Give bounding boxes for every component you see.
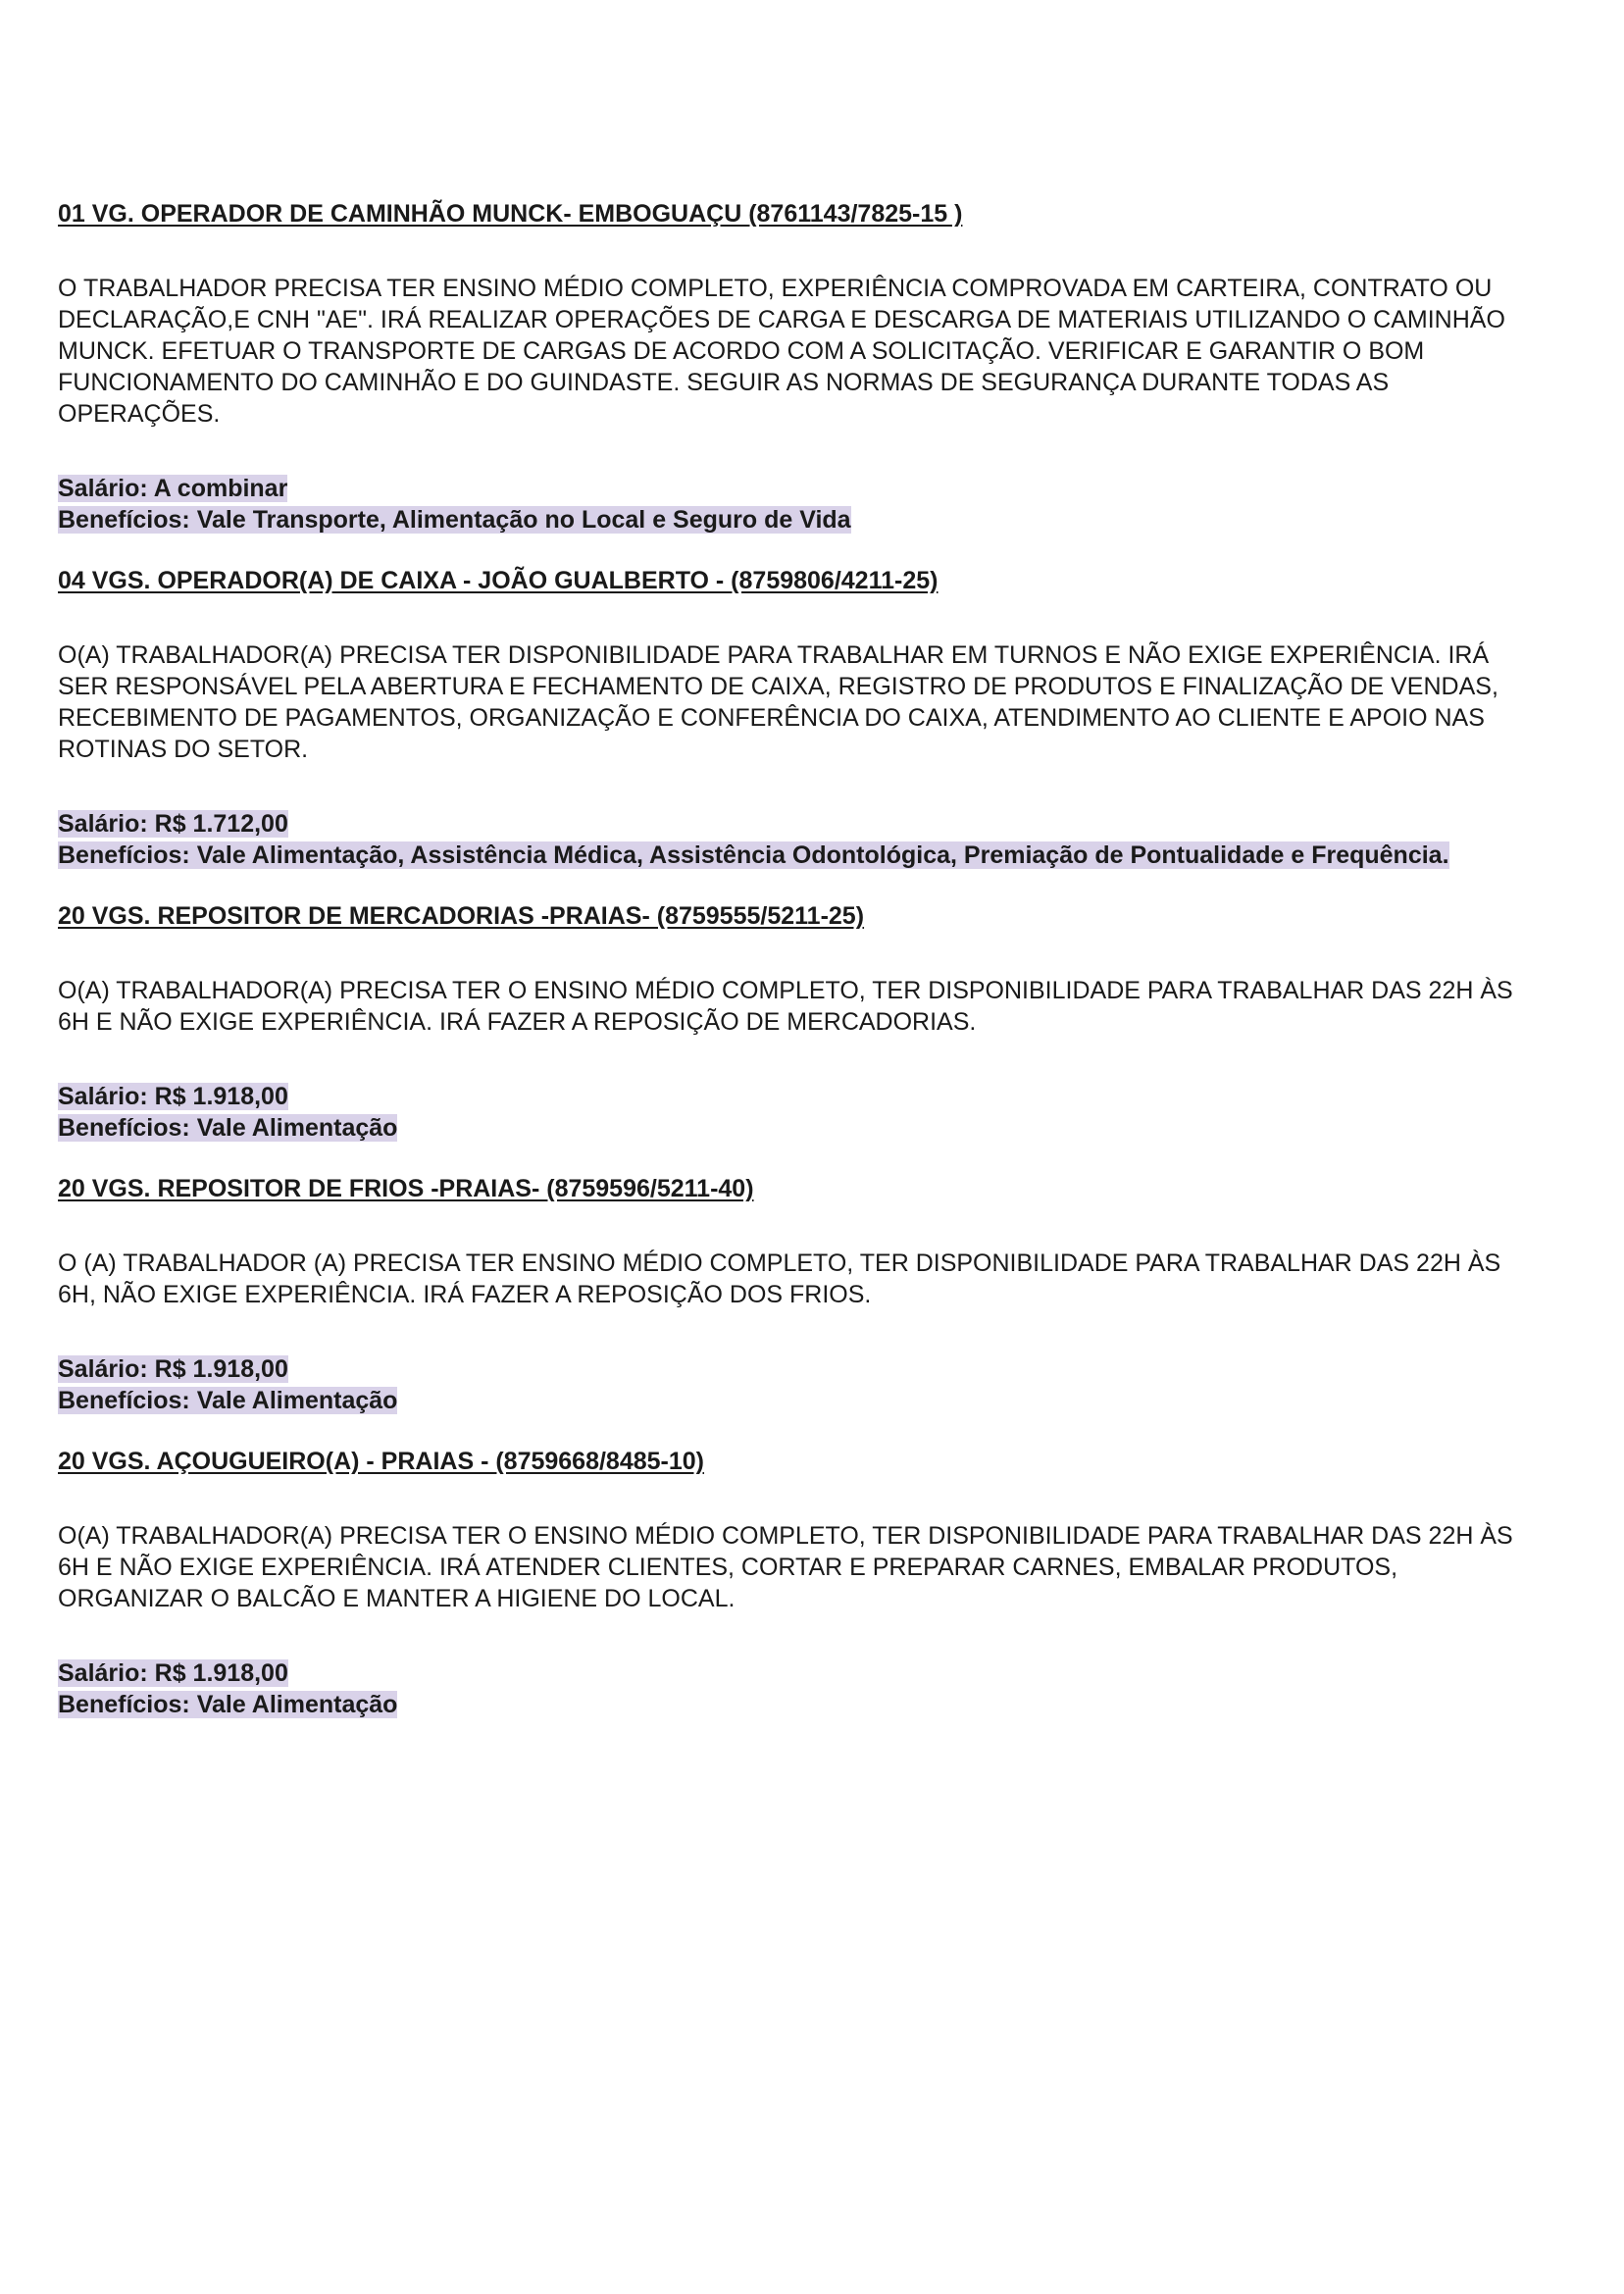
job-description: O TRABALHADOR PRECISA TER ENSINO MÉDIO COMPLETO, EXPERIÊNCIA COMPROVADA EM CARTEIRA, CONTRATO OU DECLARAÇÃO,E CNH "AE". IRÁ REALIZAR OPERAÇÕES DE CARGA E DESCARGA DE MATERIAIS UTILIZANDO O CAMINHÃO MUNCK. EFETUAR O TRANSPORTE DE CARGAS DE ACORDO COM A SOLICITAÇÃO. VERIFICAR E GARANTIR O BOM FUNCIONAMENTO DO CAMINHÃO E DO GUINDASTE. SEGUIR AS NORMAS DE SEGURANÇA DURANTE TODAS AS OPERAÇÕES. <box>58 275 1505 428</box>
job-description: O (A) TRABALHADOR (A) PRECISA TER ENSINO MÉDIO COMPLETO, TER DISPONIBILIDADE PARA TRABALHAR DAS 22H ÀS 6H, NÃO EXIGE EXPERIÊNCIA. IRÁ FAZER A REPOSIÇÃO DOS FRIOS. <box>58 1249 1501 1308</box>
job-salary: Salário: A combinar <box>58 475 288 502</box>
job-compensation <box>58 1081 1529 1144</box>
job-benefits: Benefícios: Vale Alimentação <box>58 1691 398 1718</box>
job-listing <box>58 198 1529 535</box>
job-listing <box>58 1446 1529 1720</box>
job-salary: Salário: R$ 1.918,00 <box>58 1083 288 1110</box>
job-compensation <box>58 473 1529 535</box>
job-benefits: Benefícios: Vale Alimentação <box>58 1387 398 1414</box>
job-title: 20 VGS. REPOSITOR DE FRIOS -PRAIAS- (8759596/5211-40) <box>58 1175 754 1202</box>
job-salary: Salário: R$ 1.918,00 <box>58 1355 288 1383</box>
job-title: 20 VGS. AÇOUGUEIRO(A) - PRAIAS - (8759668/8485-10) <box>58 1448 705 1475</box>
job-compensation <box>58 1353 1529 1416</box>
job-listing <box>58 900 1529 1144</box>
job-listing <box>58 1173 1529 1416</box>
job-title: 20 VGS. REPOSITOR DE MERCADORIAS -PRAIAS- (8759555/5211-25) <box>58 902 865 930</box>
job-description: O(A) TRABALHADOR(A) PRECISA TER O ENSINO MÉDIO COMPLETO, TER DISPONIBILIDADE PARA TRABALHAR DAS 22H ÀS 6H E NÃO EXIGE EXPERIÊNCIA. IRÁ ATENDER CLIENTES, CORTAR E PREPARAR CARNES, EMBALAR PRODUTOS, ORGANIZAR O BALCÃO E MANTER A HIGIENE DO LOCAL. <box>58 1522 1513 1612</box>
job-listings-document <box>58 198 1529 1750</box>
job-benefits: Benefícios: Vale Alimentação, Assistência Médica, Assistência Odontológica, Premiação de Pontualidade e Frequência. <box>58 841 1449 869</box>
job-salary: Salário: R$ 1.918,00 <box>58 1659 288 1687</box>
job-compensation <box>58 1657 1529 1720</box>
job-salary: Salário: R$ 1.712,00 <box>58 810 288 838</box>
job-listing <box>58 565 1529 871</box>
job-benefits: Benefícios: Vale Alimentação <box>58 1114 398 1142</box>
job-description: O(A) TRABALHADOR(A) PRECISA TER O ENSINO MÉDIO COMPLETO, TER DISPONIBILIDADE PARA TRABALHAR DAS 22H ÀS 6H E NÃO EXIGE EXPERIÊNCIA. IRÁ FAZER A REPOSIÇÃO DE MERCADORIAS. <box>58 977 1513 1036</box>
job-title: 01 VG. OPERADOR DE CAMINHÃO MUNCK- EMBOGUAÇU (8761143/7825-15 ) <box>58 200 963 228</box>
job-description: O(A) TRABALHADOR(A) PRECISA TER DISPONIBILIDADE PARA TRABALHAR EM TURNOS E NÃO EXIGE EXPERIÊNCIA. IRÁ SER RESPONSÁVEL PELA ABERTURA E FECHAMENTO DE CAIXA, REGISTRO DE PRODUTOS E FINALIZAÇÃO DE VENDAS, RECEBIMENTO DE PAGAMENTOS, ORGANIZAÇÃO E CONFERÊNCIA DO CAIXA, ATENDIMENTO AO CLIENTE E APOIO NAS ROTINAS DO SETOR. <box>58 641 1498 763</box>
job-title: 04 VGS. OPERADOR(A) DE CAIXA - JOÃO GUALBERTO - (8759806/4211-25) <box>58 567 939 594</box>
job-compensation <box>58 808 1529 871</box>
job-benefits: Benefícios: Vale Transporte, Alimentação no Local e Seguro de Vida <box>58 506 851 534</box>
